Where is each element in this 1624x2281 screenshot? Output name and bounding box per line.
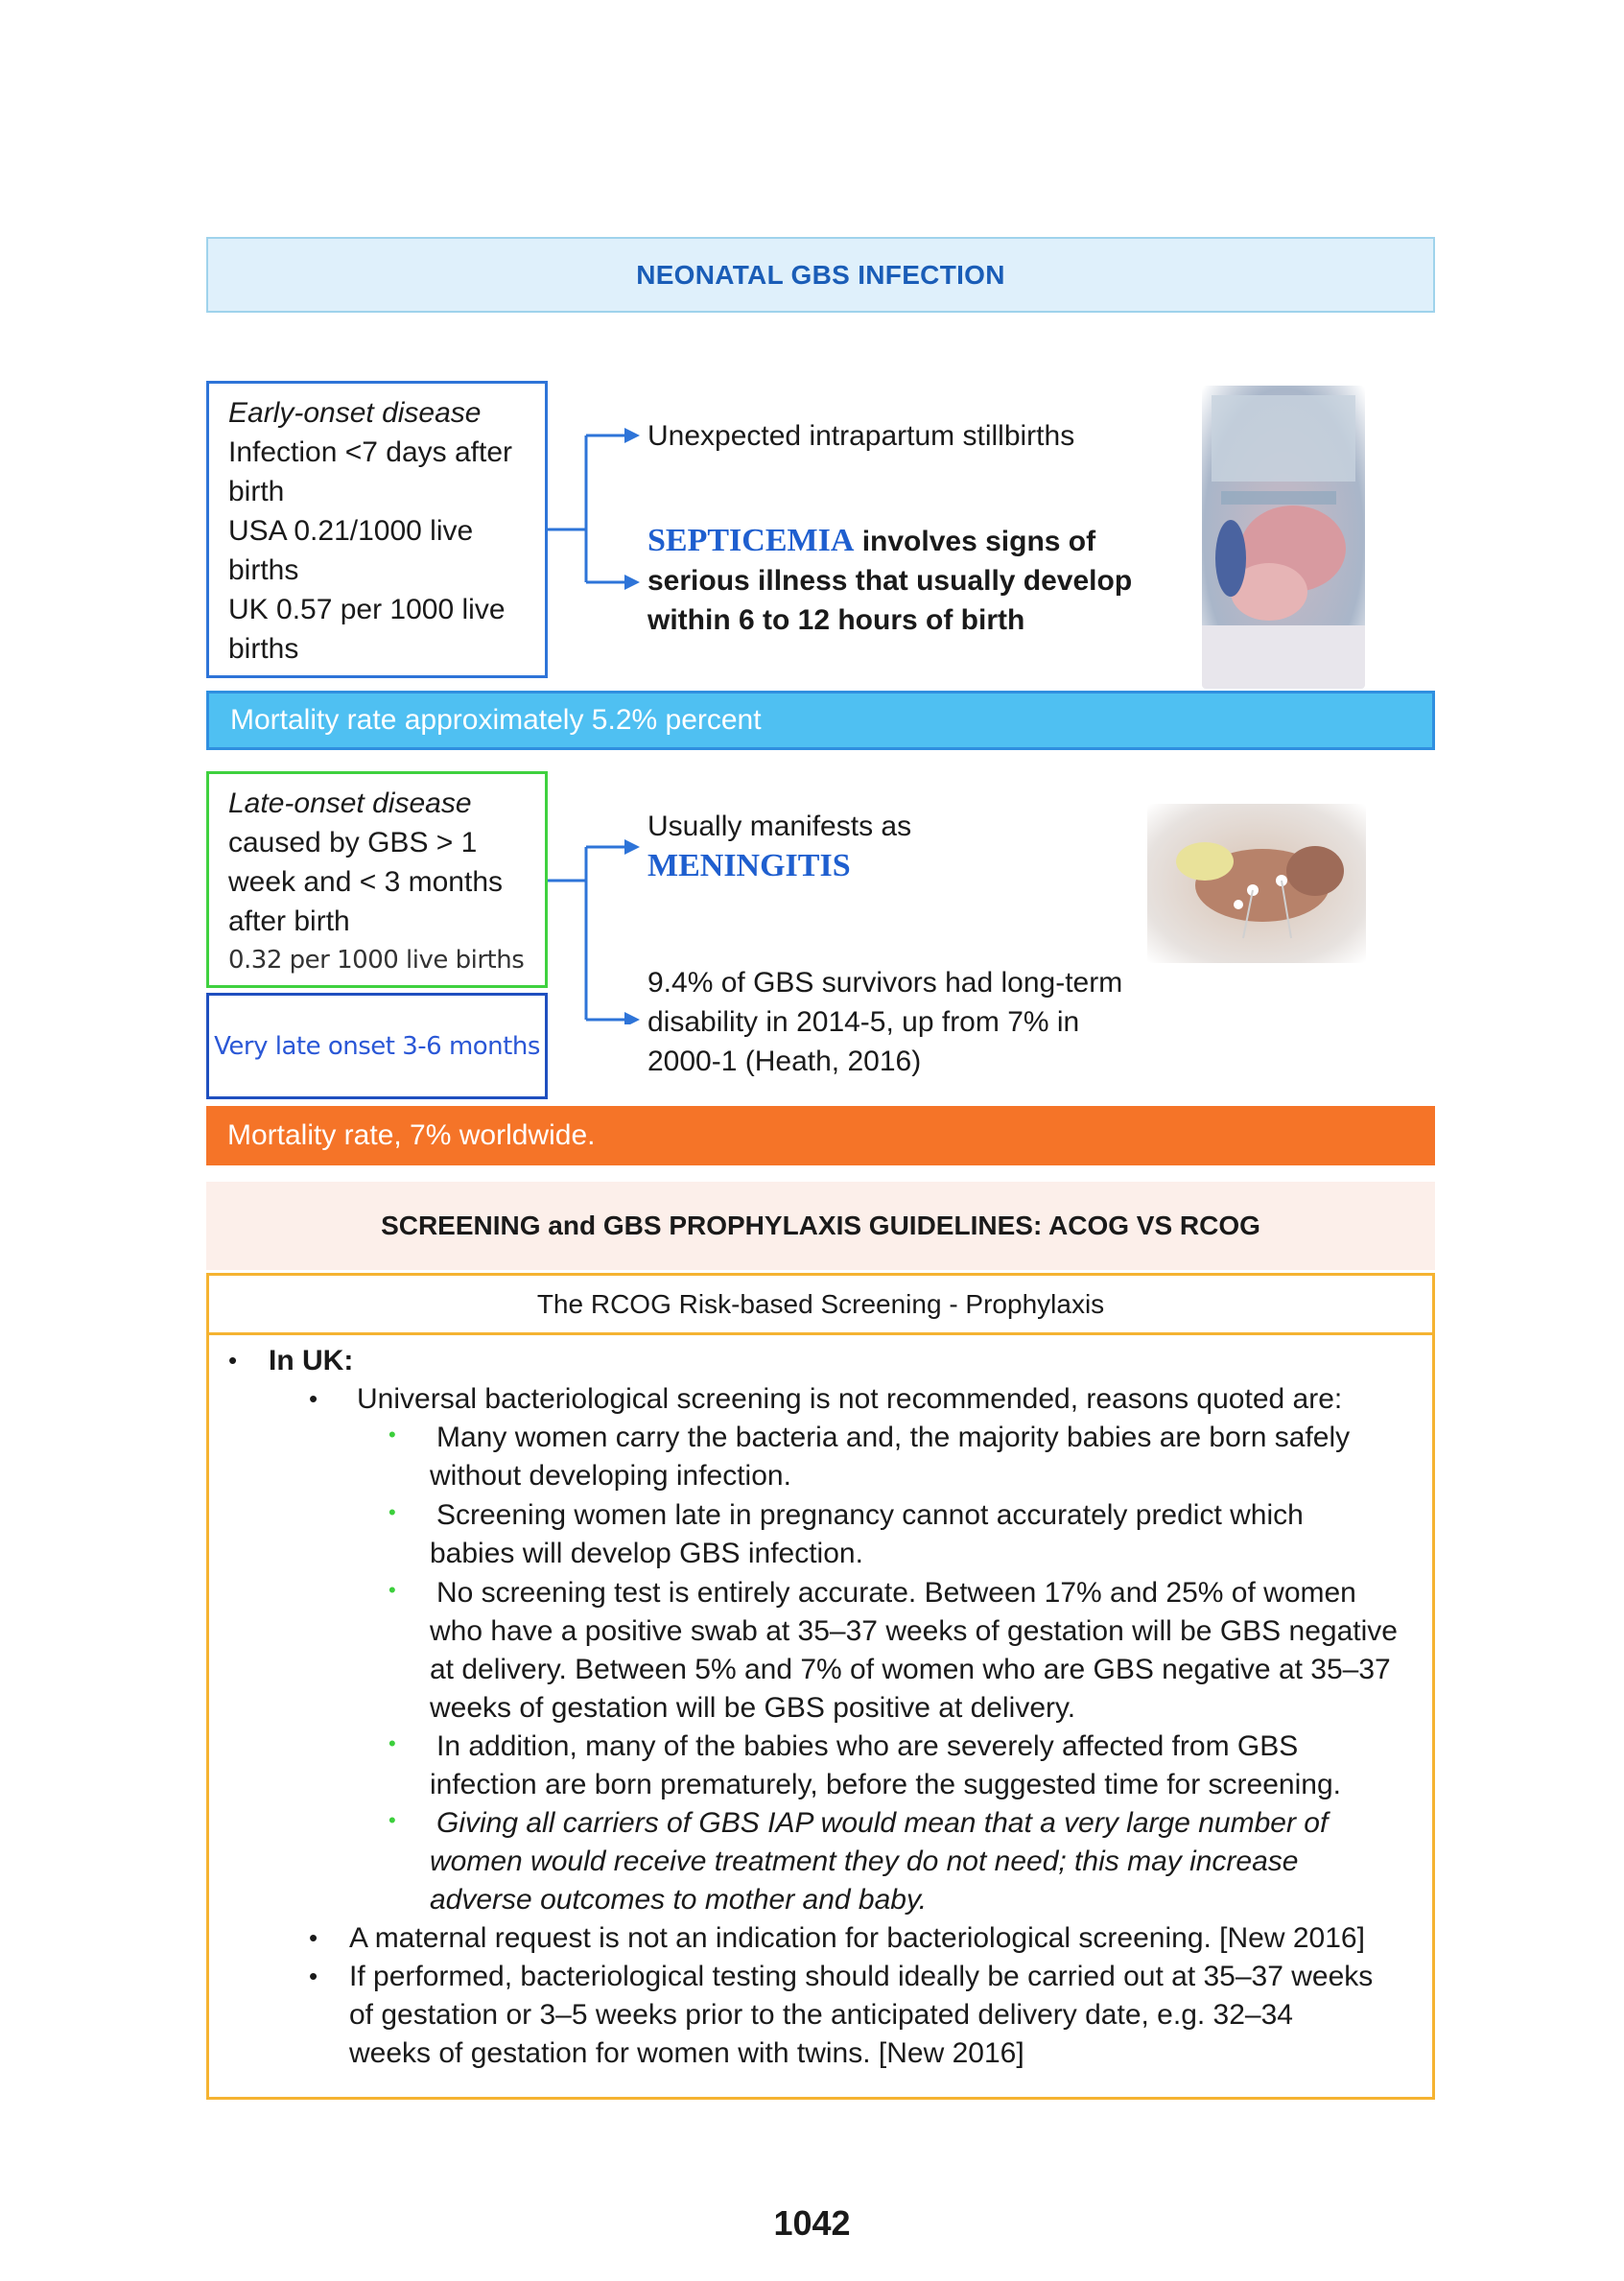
rcog-title-text: The RCOG Risk-based Screening - Prophylaxis — [536, 1288, 1105, 1319]
reason-2-line: babies will develop GBS infection. — [430, 1538, 863, 1569]
bullet: • — [309, 1923, 318, 1952]
late-connector-arrows — [548, 833, 644, 1024]
manifests-text: Usually manifests as — [647, 811, 912, 842]
early-onset-line: birth — [228, 476, 285, 507]
very-late-onset-text: Very late onset 3-6 months — [214, 1031, 540, 1061]
section-title: NEONATAL GBS INFECTION — [636, 259, 1005, 290]
late-onset-line: caused by GBS > 1 — [228, 827, 478, 858]
mortality-late-text: Mortality rate, 7% worldwide. — [227, 1119, 596, 1151]
reason-1-line: Many women carry the bacteria and, the majority babies are born safely — [436, 1422, 1351, 1453]
reason-2-line: Screening women late in pregnancy cannot accurately predict which — [436, 1499, 1304, 1531]
stillbirth-text: Unexpected intrapartum stillbirths — [647, 420, 1075, 452]
septicemia-term: SEPTICEMIA — [647, 523, 855, 558]
reason-4-line: In addition, many of the babies who are severely affected from GBS — [436, 1730, 1299, 1762]
green-bullet: • — [388, 1808, 396, 1832]
early-onset-line: births — [228, 633, 299, 665]
bullet: • — [309, 1384, 318, 1413]
disability-line: 2000-1 (Heath, 2016) — [647, 1046, 922, 1077]
septicemia-text — [647, 521, 1185, 640]
early-onset-line: Infection <7 days after — [228, 436, 513, 468]
meningitis-text — [647, 807, 911, 885]
reason-1-line: without developing infection. — [430, 1460, 791, 1492]
section-title-banner — [206, 237, 1435, 313]
green-bullet: • — [388, 1500, 396, 1524]
reason-5-line: Giving all carriers of GBS IAP would mean that a very large number of — [436, 1807, 1329, 1839]
septicemia-desc-1: involves signs of — [854, 526, 1096, 557]
universal-text: Universal bacteriological screening is not recommended, reasons quoted are: — [357, 1383, 1343, 1415]
green-bullet: • — [388, 1423, 396, 1446]
mortality-early-bar — [206, 691, 1435, 750]
reason-5-line: women would receive treatment they do not need; this may increase — [430, 1846, 1299, 1877]
green-bullet: • — [388, 1731, 396, 1755]
late-onset-line: week and < 3 months — [228, 866, 504, 898]
neonate-incubator-photo — [1202, 386, 1365, 689]
reason-4-line: infection are born prematurely, before the suggested time for screening. — [430, 1769, 1341, 1800]
screening-header — [206, 1182, 1435, 1270]
late-onset-line: after birth — [228, 905, 350, 937]
rcog-box-title — [206, 1273, 1435, 1335]
late-onset-box — [206, 771, 548, 988]
early-onset-heading: Early-onset disease — [228, 397, 482, 429]
mortality-late-bar — [206, 1106, 1435, 1165]
in-uk-label: In UK: — [269, 1345, 354, 1376]
maternal-request-text: A maternal request is not an indication for bacteriological screening. [New 2016] — [349, 1922, 1365, 1954]
early-onset-box — [206, 381, 548, 678]
late-onset-rate: 0.32 per 1000 live births — [228, 946, 525, 975]
rcog-box-body — [206, 1332, 1435, 2100]
disability-line: 9.4% of GBS survivors had long-term — [647, 967, 1123, 999]
performed-line: weeks of gestation for women with twins. [New 2016] — [349, 2037, 1024, 2069]
green-bullet: • — [388, 1578, 396, 1602]
reason-3-line: No screening test is entirely accurate. Between 17% and 25% of women — [436, 1577, 1356, 1609]
very-late-onset-box — [206, 993, 548, 1099]
early-onset-line: USA 0.21/1000 live — [228, 515, 474, 547]
early-connector-arrows — [548, 422, 644, 595]
performed-line: If performed, bacteriological testing should ideally be carried out at 35–37 weeks — [349, 1961, 1374, 1992]
disability-line: disability in 2014-5, up from 7% in — [647, 1006, 1080, 1038]
early-onset-line: births — [228, 554, 299, 586]
performed-line: of gestation or 3–5 weeks prior to the anticipated delivery date, e.g. 32–34 — [349, 1999, 1293, 2031]
late-onset-heading: Late-onset disease — [228, 788, 472, 819]
bullet: • — [309, 1962, 318, 1990]
reason-3-line: at delivery. Between 5% and 7% of women who are GBS negative at 35–37 — [430, 1654, 1391, 1685]
page-number: 1042 — [773, 2203, 851, 2243]
disability-text — [647, 963, 1122, 1081]
meningitis-term: MENINGITIS — [647, 848, 851, 883]
mortality-early-text: Mortality rate approximately 5.2% percent — [230, 704, 762, 736]
screening-header-text: SCREENING and GBS PROPHYLAXIS GUIDELINES: ACOG VS RCOG — [381, 1211, 1260, 1240]
bullet: • — [228, 1346, 238, 1375]
reason-5-line: adverse outcomes to mother and baby. — [430, 1884, 928, 1916]
neonate-monitoring-photo — [1147, 804, 1366, 963]
reason-3-line: weeks of gestation will be GBS positive at delivery. — [430, 1692, 1076, 1724]
early-onset-line: UK 0.57 per 1000 live — [228, 594, 506, 625]
septicemia-desc-2: serious illness that usually develop — [647, 565, 1133, 597]
septicemia-desc-3: within 6 to 12 hours of birth — [647, 604, 1025, 636]
reason-3-line: who have a positive swab at 35–37 weeks of gestation will be GBS negative — [430, 1615, 1398, 1647]
